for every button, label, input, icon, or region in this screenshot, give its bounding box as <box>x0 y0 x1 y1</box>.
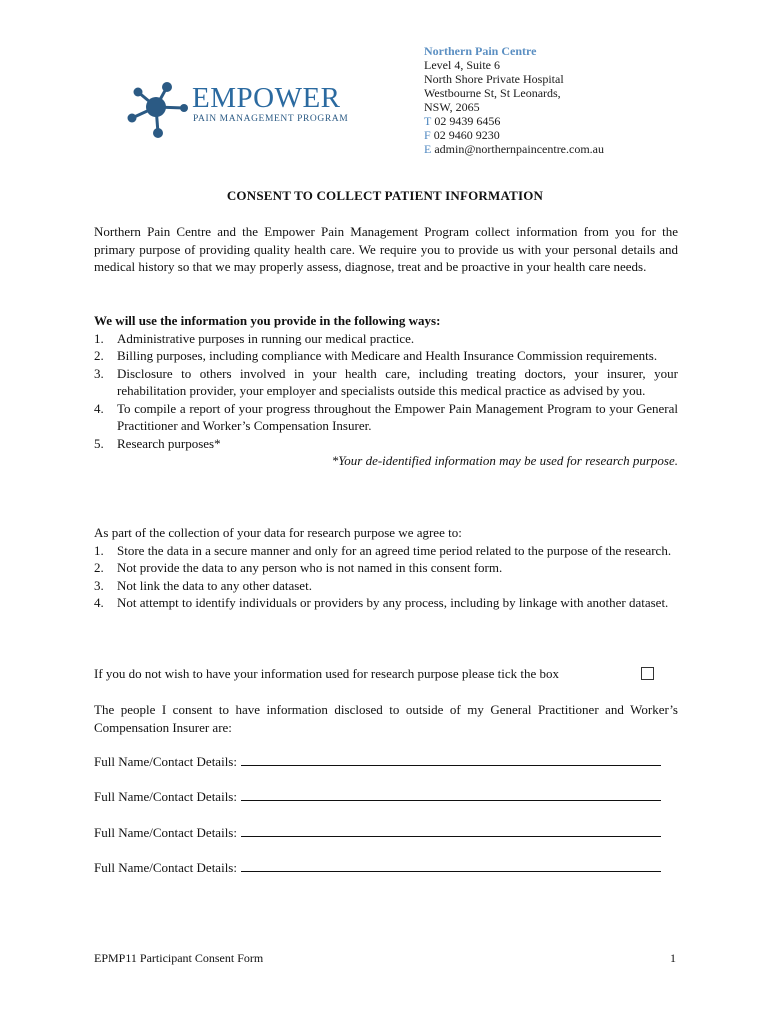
logo-title: EMPOWER <box>192 82 341 114</box>
research-heading: As part of the collection of your data for research purpose we agree to: <box>94 525 462 540</box>
field-label: Full Name/Contact Details: <box>94 825 237 840</box>
contact-details-field <box>94 789 678 805</box>
address-line: NSW, 2065 <box>424 100 480 114</box>
contact-details-field <box>94 754 678 770</box>
list-item: 3. Disclosure to others involved in your health care, including treating doctors, your insurer, your rehabilitation provider, your employer and specialists outside this medical practice as advised by you. <box>94 365 678 398</box>
molecule-network-icon <box>126 78 190 140</box>
field-label: Full Name/Contact Details: <box>94 860 237 875</box>
consent-people-text: The people I consent to have information disclosed to outside of my General Practitioner and Worker’s Compensation Insurer are: <box>94 702 678 735</box>
address-line: North Shore Private Hospital <box>424 72 564 86</box>
research-optout-checkbox[interactable] <box>641 667 654 680</box>
fax-label: F <box>424 128 431 142</box>
contact-details-input[interactable] <box>241 754 661 766</box>
phone-number: 02 9439 6456 <box>434 114 501 128</box>
uses-heading: We will use the information you provide in the following ways: <box>94 313 441 328</box>
fax-number: 02 9460 9230 <box>433 128 500 142</box>
list-item: 2. Not provide the data to any person who is not named in this consent form. <box>94 560 503 575</box>
address-line: Level 4, Suite 6 <box>424 58 500 72</box>
field-label: Full Name/Contact Details: <box>94 754 237 769</box>
list-item: 1. Administrative purposes in running our medical practice. <box>94 330 415 346</box>
research-section <box>94 524 678 612</box>
phone-label: T <box>424 114 432 128</box>
phone-line <box>424 114 604 128</box>
address-block <box>424 44 604 156</box>
email-line <box>424 142 604 156</box>
email-address: admin@northernpaincentre.com.au <box>434 142 604 156</box>
list-item: 1. Store the data in a secure manner and only for an agreed time period related to the purpose of the research. <box>94 542 672 558</box>
list-item: 2. Billing purposes, including compliance with Medicare and Health Insurance Commission requirements. <box>94 348 658 363</box>
contact-details-field <box>94 825 678 841</box>
list-item: 4. Not attempt to identify individuals or providers by any process, including by linkage with another dataset. <box>94 595 669 610</box>
page-title: CONSENT TO COLLECT PATIENT INFORMATION <box>226 188 544 203</box>
contact-details-field <box>94 860 678 876</box>
fax-line <box>424 128 604 142</box>
uses-section <box>94 312 678 470</box>
field-label: Full Name/Contact Details: <box>94 789 237 804</box>
footer-form-id: EPMP11 Participant Consent Form <box>94 951 264 965</box>
address-line: Westbourne St, St Leonards, <box>424 86 561 100</box>
list-item: 3. Not link the data to any other dataset. <box>94 577 312 593</box>
optout-text: If you do not wish to have your information used for research purpose please tick the box <box>94 666 559 681</box>
logo-subtitle: PAIN MANAGEMENT PROGRAM <box>193 114 349 124</box>
empower-logo <box>126 78 356 140</box>
contact-details-input[interactable] <box>241 789 661 801</box>
list-item: 4. To compile a report of your progress throughout the Empower Pain Management Program to your General Practitioner and Worker’s Compensation Insurer. <box>94 400 678 433</box>
organisation-name: Northern Pain Centre <box>424 44 537 58</box>
footer-page-number: 1 <box>670 951 676 965</box>
uses-list <box>94 330 678 453</box>
research-note: *Your de-identified information may be used for research purpose. <box>331 453 678 468</box>
list-item: 5. Research purposes* <box>94 435 221 451</box>
contact-details-input[interactable] <box>241 860 661 872</box>
email-label: E <box>424 142 432 156</box>
contact-details-input[interactable] <box>241 825 661 837</box>
research-list <box>94 542 678 612</box>
intro-paragraph: Northern Pain Centre and the Empower Pain Management Program collect information from you for the primary purpose of providing quality health care. We require you to provide us with your personal details and medical history so that we may properly assess, diagnose, treat and be proactive in your health care needs. <box>94 224 678 274</box>
